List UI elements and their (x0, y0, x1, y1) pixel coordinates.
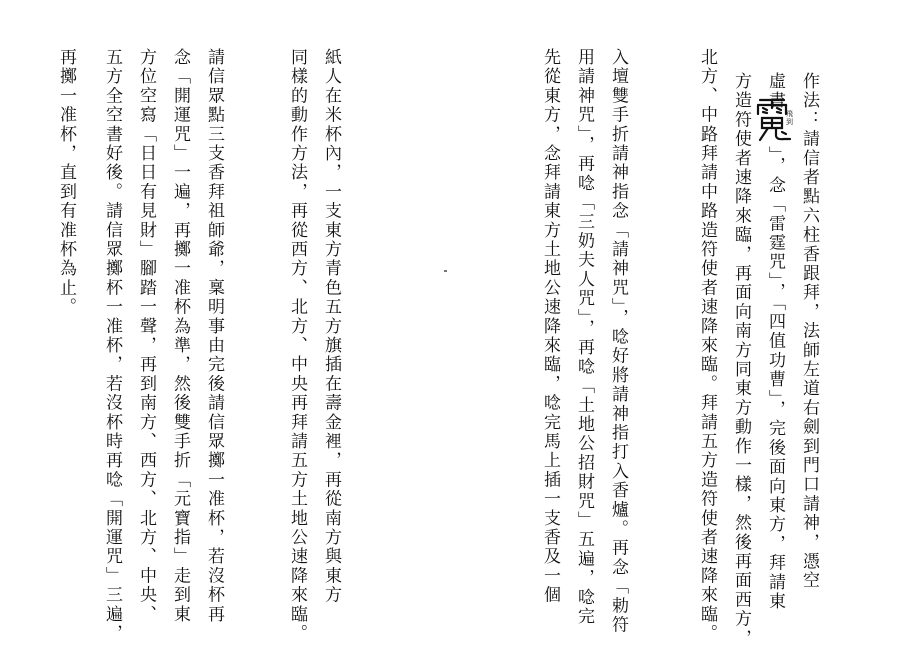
text-column-2-continued: 」，念「雷霆咒」，「四值功曹」，完後面向東方，拜請東 (765, 146, 785, 612)
text-column-10: 請信眾點三支香拜祖師爺，稟明事由完後請信眾擲一准杯，若沒杯再 (204, 48, 224, 624)
text-column-2: 虛書 (765, 72, 785, 111)
text-column-9: 同樣的動作方法，再從西方、北方、中央再拜請五方土地公速降來臨。 (287, 48, 307, 644)
text-column-4: 北方、中路拜請中路造符使者速降來臨。拜請五方造符使者速降來臨。 (697, 48, 717, 644)
fold-mark (444, 270, 447, 272)
text-column-12: 方位空寫「日日有見財」腳踏一聲，再到南方、西方、北方、中央、 (136, 48, 156, 624)
text-column-3: 方造符使者速降來臨，再面向南方同東方動作一樣，然後再面西方， (731, 72, 751, 648)
text-column-6: 用請神咒」，再唸「三奶夫人咒」，再唸「土地公招財咒」五遍，唸完 (574, 48, 594, 627)
talisman-drawing (754, 96, 796, 142)
talisman-small-text: 飛 (786, 110, 793, 118)
text-column-5: 入壇雙手折請神指念「請神咒」，唸好將請神指打入香爐。再念「勅符 (608, 48, 628, 635)
text-column-8: 紙人在米杯內，一支東方青色五方旗插在壽金裡，再從南方與東方 (321, 48, 341, 605)
text-column-7: 先從東方，念拜請東方土地公速降來臨，唸完馬上插一支香及一個 (540, 48, 560, 605)
text-column-1: 作法：請信者點六柱香跟拜，法師左道右劍到門口請神，憑空 (799, 72, 819, 591)
text-column-14: 再擲一准杯，直到有准杯為止。 (56, 48, 76, 317)
talisman-glyph (754, 96, 796, 142)
text-column-11: 念「開運咒」一遍，再擲一准杯為準，然後雙手折「元寶指」走到東 (170, 48, 190, 624)
text-column-13: 五方全空書好後。請信眾擲杯一准杯，若沒杯時再唸「開運咒」三遍， (102, 48, 122, 644)
svg-text:到: 到 (786, 118, 793, 126)
